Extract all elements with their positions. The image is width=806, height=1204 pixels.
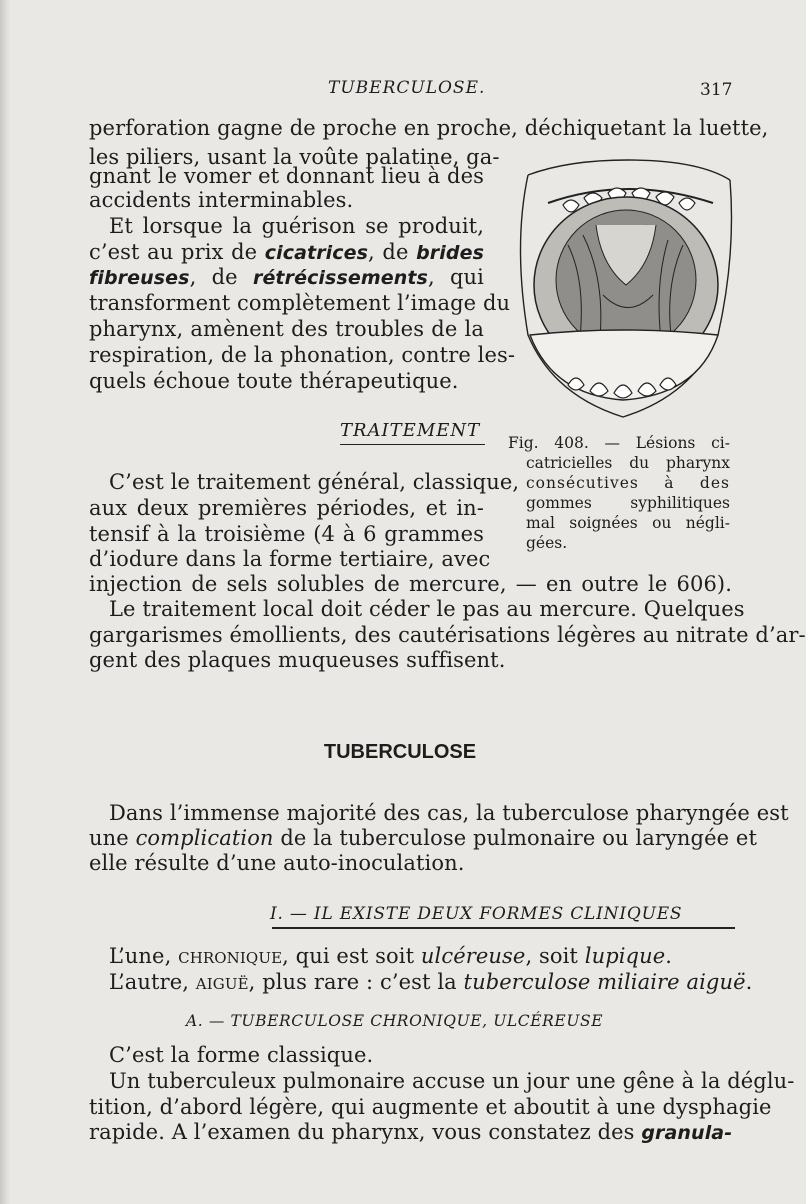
- text-line: Dans l’immense majorité des cas, la tuberculose pharyngée est: [109, 801, 789, 825]
- section-heading-formes: I. — IL EXISTE DEUX FORMES CLINIQUES: [270, 904, 683, 924]
- text-line: une complication de la tuberculose pulmonaire ou laryngée et: [89, 826, 757, 850]
- text-line: rapide. A l’examen du pharynx, vous constatez des granula-: [89, 1120, 733, 1144]
- text-line: L’autre, aiguë, plus rare : c’est la tuberculose miliaire aiguë.: [109, 970, 753, 994]
- text-line: accidents interminables.: [89, 188, 354, 212]
- text-line: pharynx, amènent des troubles de la: [89, 317, 484, 341]
- text-line: gent des plaques muqueuses suffisent.: [89, 648, 506, 672]
- text-line: respiration, de la phonation, contre les-: [89, 343, 516, 367]
- figure-caption: gommes syphilitiques: [526, 494, 730, 512]
- text-line: c’est au prix de cicatrices, de brides: [89, 240, 484, 264]
- text-line: Le traitement local doit céder le pas au mercure. Quelques: [109, 597, 745, 621]
- emphasis: complication: [135, 826, 274, 850]
- text-line: perforation gagne de proche en proche, déchiquetant la luette,: [89, 116, 769, 140]
- running-header: TUBERCULOSE.: [328, 78, 486, 98]
- text-line: fibreuses, de rétrécissements, qui: [89, 265, 484, 289]
- text-line: les piliers, usant la voûte palatine, ga-: [89, 145, 500, 169]
- figure-caption: Fig. 408. — Lésions ci-: [508, 434, 730, 452]
- text-line: Un tuberculeux pulmonaire accuse un jour une gêne à la déglu-: [109, 1069, 795, 1093]
- text-line: C’est le traitement général, classique,: [109, 470, 520, 494]
- emphasis: fibreuses: [89, 267, 190, 289]
- emphasis: rétrécissements: [252, 267, 428, 289]
- page-edge: [0, 0, 10, 1204]
- heading-rule: [272, 927, 735, 929]
- text-line: transforment complètement l’image du: [89, 291, 511, 315]
- section-heading-traitement: TRAITEMENT: [340, 418, 485, 445]
- text-line: gargarismes émollients, des cautérisations légères au nitrate d’ar-: [89, 623, 806, 647]
- section-heading-tuberculose: TUBERCULOSE: [323, 741, 477, 763]
- text-line: quels échoue toute thérapeutique.: [89, 369, 459, 393]
- section-heading-chronique: A. — TUBERCULOSE CHRONIQUE, ULCÉREUSE: [186, 1012, 604, 1030]
- text-line: aux deux premières périodes, et in-: [89, 496, 484, 520]
- figure-caption: mal soignées ou négli-: [526, 514, 730, 532]
- text-line: C’est la forme classique.: [109, 1043, 374, 1067]
- emphasis: cicatrices: [264, 242, 369, 264]
- text-line: tensif à la troisième (4 à 6 grammes: [89, 522, 484, 546]
- text-line: tition, d’abord légère, qui augmente et aboutit à une dysphagie: [89, 1095, 772, 1119]
- emphasis: brides: [416, 242, 484, 264]
- figure-caption: consécutives à des: [526, 474, 730, 492]
- text-line: elle résulte d’une auto-inoculation.: [89, 851, 465, 875]
- text-line: injection de sels solubles de mercure, — en outre le 606).: [89, 572, 732, 596]
- text-line: d’iodure dans la forme tertiaire, avec: [89, 547, 491, 571]
- text-line: L’une, chronique, qui est soit ulcéreuse, soit lupique.: [109, 944, 673, 968]
- figure-caption: gées.: [526, 534, 568, 552]
- page-number: 317: [700, 80, 733, 100]
- emphasis: granula-: [641, 1122, 733, 1144]
- text-line: gnant le vomer et donnant lieu à des: [89, 164, 484, 188]
- figure-caption: catricielles du pharynx: [526, 454, 730, 472]
- pharynx-illustration: [508, 155, 738, 430]
- text-line: Et lorsque la guérison se produit,: [109, 214, 484, 238]
